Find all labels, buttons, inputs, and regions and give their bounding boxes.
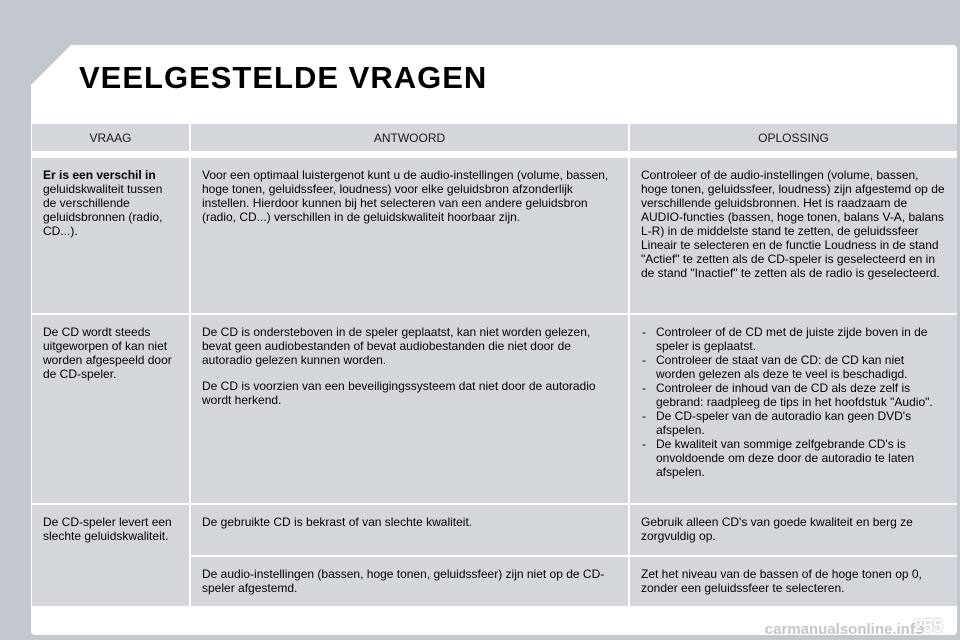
row-2-solution-cell (630, 315, 957, 503)
row-3a-solution-text: Gebruik alleen CD's van goede kwaliteit en berg ze zorgvuldig op. (641, 515, 913, 543)
page-number: 255 (912, 616, 943, 636)
column-header-question: VRAAG (32, 124, 189, 151)
solution-list-item: - Controleer de staat van de CD: de CD kan niet worden gelezen als deze te veel is beschadigd. (642, 353, 908, 381)
row-3b-answer-text: De audio-instellingen (bassen, hoge tonen, geluidssfeer) zijn niet op de CD-speler afgestemd. (202, 567, 605, 595)
column-header-answer: ANTWOORD (191, 124, 628, 151)
row-1-answer-cell (191, 158, 628, 313)
watermark: carmanualsonline.info (764, 621, 924, 638)
row-2-answer-text-2: De CD is voorzien van een beveiligingssysteem dat niet door de autoradio wordt herkend. (202, 379, 596, 407)
row-3-question-text: De CD-speler levert een slechte geluidskwaliteit. (43, 515, 172, 543)
row-3b-solution-cell (630, 557, 957, 606)
row-1-solution-text: Controleer of de audio-instellingen (volume, bassen, hoge tonen, geluidssfeer, loudness) zijn afgestemd op de verschillende geluidsbronnen. Het is raadzaam de AUDIO-functies (bassen, hoge tonen, balans V-A, balans L-R) in de middelste stand te zetten, de geluidssfeer Lineair te selecteren en de functie Loudness in de stand "Actief" te zetten als de CD-speler is geselecteerd en in de stand "Inactief" te zetten als de radio is geselecteerd. (641, 168, 945, 280)
page-title: VEELGESTELDE VRAGEN (79, 60, 488, 95)
row-3a-solution-cell (630, 505, 957, 555)
row-1-question-bold: Er is een verschil in (43, 168, 156, 182)
row-2-answer-text-1: De CD is ondersteboven in de speler geplaatst, kan niet worden gelezen, bevat geen audiobestanden of bevat audiobestanden die niet door de autoradio gelezen kunnen worden. (202, 325, 591, 367)
row-2-solution-list (641, 325, 946, 479)
row-3b-answer-cell (191, 557, 628, 606)
row-3a-answer-cell (191, 505, 628, 555)
column-header-solution: OPLOSSING (630, 124, 957, 151)
row-2-question-text: De CD wordt steeds uitgeworpen of kan niet worden afgespeeld door de CD-speler. (43, 325, 172, 381)
row-2-answer-cell (191, 315, 628, 503)
row-1-question-text: geluidskwaliteit tussen de verschillende geluidsbronnen (radio, CD...). (43, 182, 163, 238)
row-3a-answer-text: De gebruikte CD is bekrast of van slechte kwaliteit. (202, 515, 473, 529)
row-2-question-cell (32, 315, 189, 503)
row-1-solution-cell (630, 158, 957, 313)
row-3b-solution-text: Zet het niveau van de bassen of de hoge tonen op 0, zonder een geluidssfeer te selecteren. (641, 567, 922, 595)
solution-list-item: - De CD-speler van de autoradio kan geen DVD's afspelen. (642, 409, 912, 437)
solution-list-item: - De kwaliteit van sommige zelfgebrande CD's is onvoldoende om deze door de autoradio te laten afspelen. (642, 437, 915, 479)
row-1-question-cell (32, 158, 189, 313)
solution-list-item: - Controleer of de CD met de juiste zijde boven in de speler is geplaatst. (642, 325, 928, 353)
solution-list-item: - Controleer de inhoud van de CD als deze zelf is gebrand: raadpleeg de tips in het hoofdstuk "Audio". (642, 381, 933, 409)
row-3-question-cell (32, 505, 189, 606)
row-1-answer-text: Voor een optimaal luistergenot kunt u de audio-instellingen (volume, bassen, hoge tonen, geluidssfeer, loudness) voor elke geluidsbron afzonderlijk instellen. Hierdoor kunnen bij het selecteren van een andere geluidsbron (radio, CD...) verschillen in de geluidskwaliteit hoorbaar zijn. (202, 168, 609, 224)
